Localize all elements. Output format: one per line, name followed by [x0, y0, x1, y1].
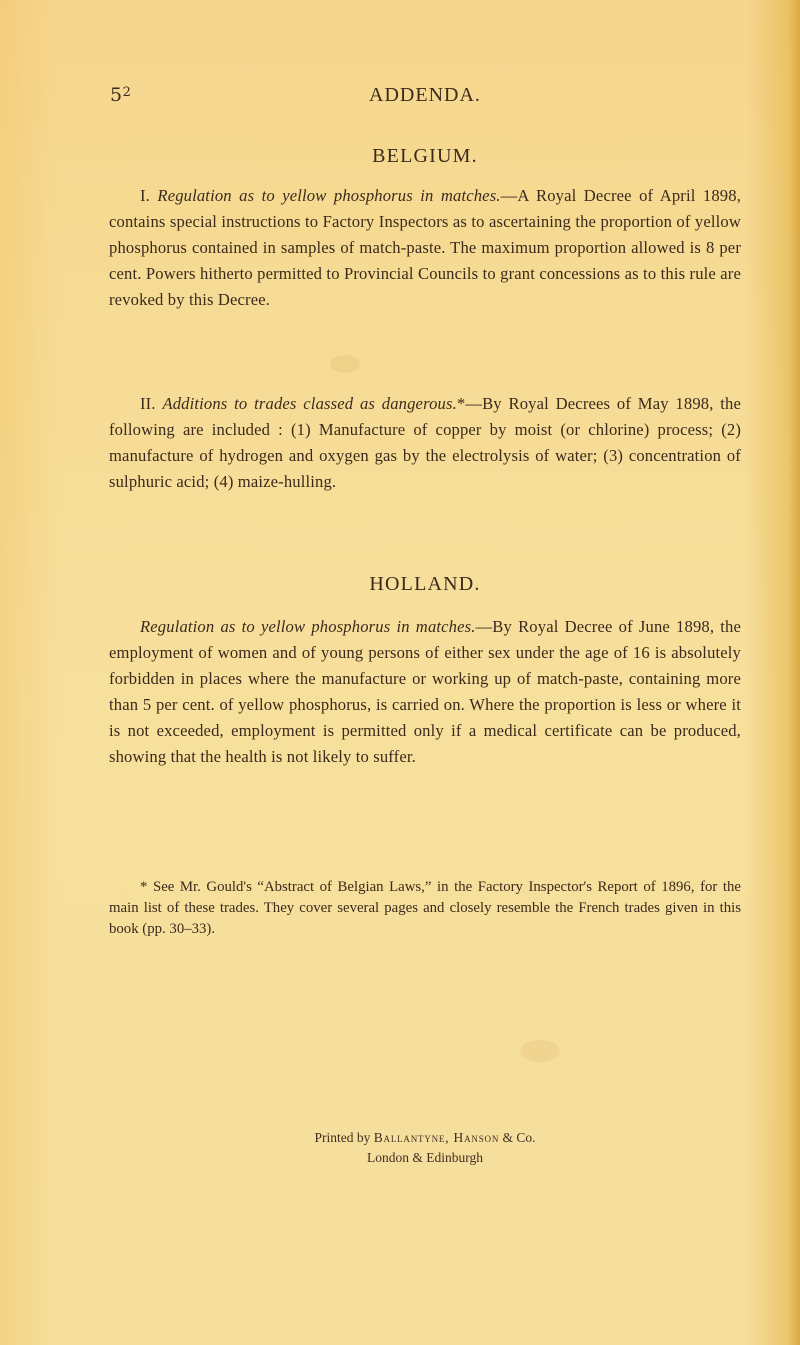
paragraph-text: —A Royal Decree of April 1898, contains special instructions to Factory Inspectors as to ascertaining the proportion of yellow phosphorus contained in samples of match-paste. The maximum proportion allowed is 8 per cent. Powers hitherto permitted to Provincial Councils to grant concessions as to this rule are revoked by this Decree. [109, 186, 741, 309]
paragraph-italic-title: Regulation as to yellow phosphorus in matches. [140, 617, 476, 636]
page-number-sup: 2 [122, 85, 132, 100]
paragraph-number: I. [140, 186, 150, 205]
imprint-printer: Ballantyne, Hanson [373, 1130, 500, 1145]
holland-paragraph-1 [109, 614, 741, 770]
section-heading-belgium: BELGIUM. [372, 145, 478, 167]
footnote-text: See Mr. Gould's “Abstract of Belgian Laws,” in the Factory Inspector's Report of 1896, for the main list of these trades. They cover several pages and closely resemble the French trades given in this book (pp. 30–33). [109, 879, 741, 937]
imprint-suffix: Co. [516, 1130, 536, 1145]
running-title: ADDENDA. [369, 84, 481, 106]
imprint-line-1 [110, 1128, 740, 1148]
imprint-prefix: Printed by [314, 1130, 371, 1145]
footnote [109, 877, 741, 940]
paper-smudge [330, 355, 360, 373]
section-heading-holland: HOLLAND. [369, 573, 481, 595]
paragraph-number: II. [140, 394, 156, 413]
imprint-ampersand: & [502, 1130, 514, 1145]
paper-smudge [520, 1040, 560, 1062]
paragraph-italic-title: Additions to trades classed as dangerous. [162, 394, 457, 413]
belgium-paragraph-1 [109, 183, 741, 313]
belgium-paragraph-2 [109, 391, 741, 495]
printer-imprint [110, 1128, 740, 1168]
paragraph-text: —By Royal Decree of June 1898, the employment of women and of young persons of either sex under the age of 16 is absolutely forbidden in places where the manufacture or working up of match-paste, containing more than 5 per cent. of yellow phosphorus, is carried on. Where the proportion is less or where it is not exceeded, employment is permitted only if a medical certificate can be produced, showing that the health is not likely to suffer. [109, 617, 741, 766]
paragraph-text: —By Royal Decrees of May 1898, the following are included : (1) Manufacture of copper by moist (or chlorine) process; (2) manufacture of hydrogen and oxygen gas by the electrolysis of water; (3) concentration of sulphuric acid; (4) maize-hulling. [109, 394, 741, 491]
footnote-marker: * [140, 879, 148, 895]
imprint-line-2: London & Edinburgh [367, 1150, 483, 1165]
footnote-marker[interactable]: * [456, 394, 466, 413]
running-head [110, 84, 740, 114]
paragraph-italic-title: Regulation as to yellow phosphorus in matches. [157, 186, 501, 205]
page-number-main: 5 [110, 84, 123, 106]
